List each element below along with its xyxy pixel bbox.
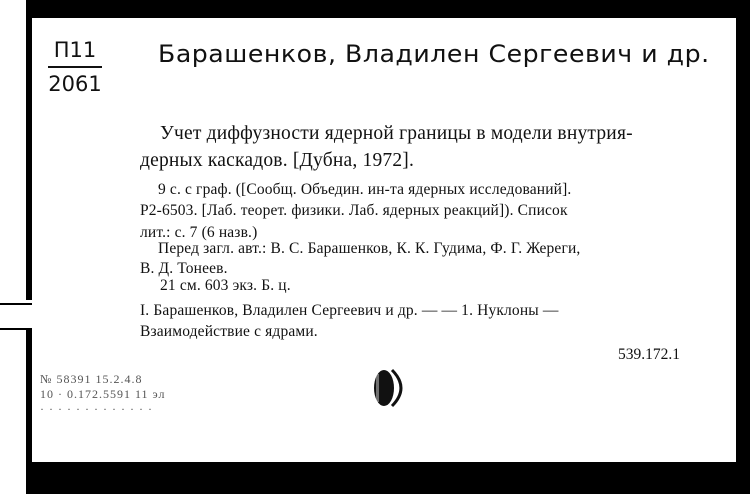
authors-note: Перед загл. авт.: В. С. Барашенков, К. К. Гудима, Ф. Г. Жереги, — [158, 240, 581, 257]
handwritten-author-heading: Барашенков, Владилен Сергеевич и др. — [158, 40, 710, 68]
scan-border-bottom — [30, 462, 750, 494]
call-number-rule — [48, 66, 102, 68]
collation-line: 9 с. с граф. ([Сообщ. Объедин. ин-та ядерных исследований]. — [158, 181, 572, 198]
smudged-imprint — [40, 372, 380, 432]
size-copies-line: 21 см. 603 экз. Б. ц. — [160, 277, 291, 294]
call-number-top: П11 — [53, 38, 97, 62]
ink-stamp-icon — [370, 366, 408, 410]
title-line: Учет диффузности ядерной границы в модели внутрия- — [160, 123, 633, 144]
scan-border-left — [26, 0, 32, 494]
scan-border-top — [30, 0, 750, 18]
imprint-line: 10 · 0.172.5591 11 эл — [40, 387, 166, 401]
collation-line: Р2-6503. [Лаб. теорет. физики. Лаб. ядерных реакций]). Список — [140, 202, 568, 219]
tracings-line: I. Барашенков, Владилен Сергеевич и др. — — 1. Нуклоны — — [140, 302, 559, 319]
imprint-line: № 58391 15.2.4.8 — [40, 372, 143, 386]
udc-number: 539.172.1 — [618, 346, 680, 363]
scan-edge-line — [0, 303, 32, 305]
scan-edge-line — [0, 328, 32, 330]
tracings-line: Взаимодействие с ядрами. — [140, 323, 318, 340]
title-line: дерных каскадов. [Дубна, 1972]. — [140, 150, 415, 171]
imprint-line: · · · · · · · · · · · · · — [40, 402, 153, 416]
call-number-bottom: 2061 — [48, 72, 102, 96]
bibliography-note: лит.: с. 7 (6 назв.) — [140, 224, 258, 241]
authors-note: В. Д. Тонеев. — [140, 260, 228, 277]
scan-border-right — [736, 0, 750, 494]
call-number — [42, 38, 108, 96]
